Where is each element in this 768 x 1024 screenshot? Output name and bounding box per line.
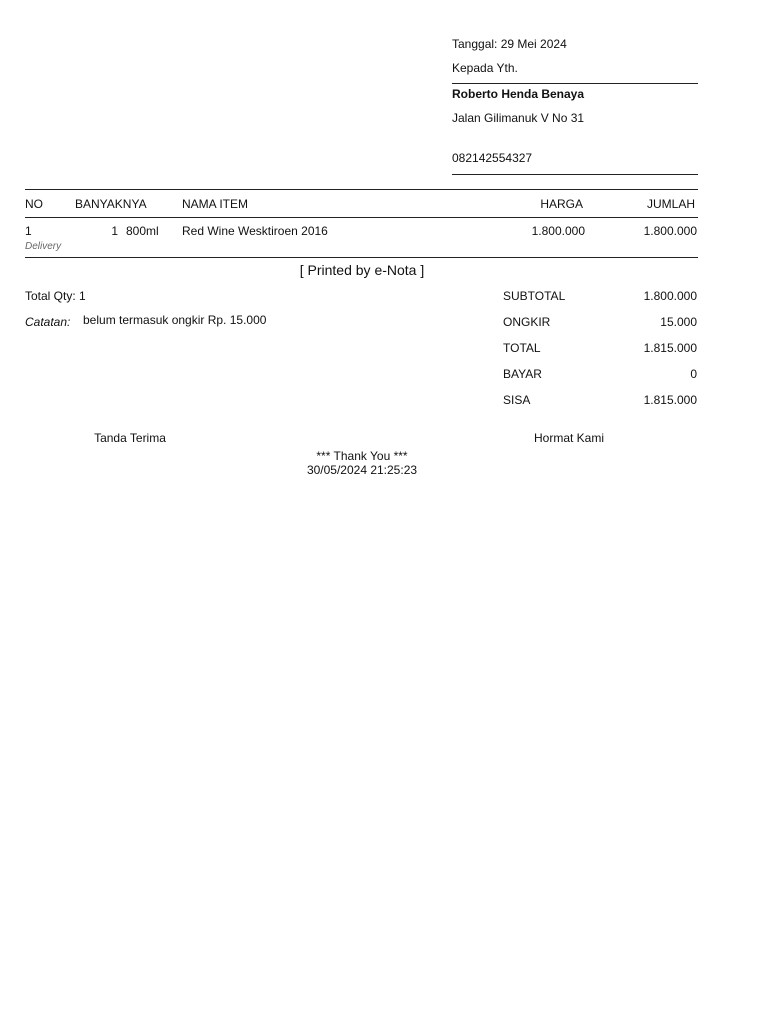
header-qty: BANYAKNYA <box>75 197 147 211</box>
printed-by-label: [ Printed by e-Nota ] <box>299 262 425 278</box>
signature-sender: Hormat Kami <box>533 431 604 445</box>
customer-name: Roberto Henda Benaya <box>452 87 585 101</box>
summary-value: 1.815.000 <box>643 341 697 355</box>
notes-label: Catatan: <box>25 315 71 329</box>
summary-label: BAYAR <box>503 367 542 381</box>
table-top-border <box>25 189 698 190</box>
header-item: NAMA ITEM <box>182 197 249 211</box>
header-no: NO <box>25 197 43 211</box>
notes-text: belum termasuk ongkir Rp. 15.000 <box>83 313 267 327</box>
row-unit: 800ml <box>126 224 159 238</box>
summary-label: SISA <box>503 393 531 407</box>
summary-label: TOTAL <box>503 341 541 355</box>
signature-receiver: Tanda Terima <box>94 431 166 445</box>
total-qty: Total Qty: 1 <box>25 289 86 303</box>
customer-address: Jalan Gilimanuk V No 31 <box>452 111 585 125</box>
summary-label: SUBTOTAL <box>503 289 566 303</box>
table-bottom-border <box>25 257 698 258</box>
invoice-date: Tanggal: 29 Mei 2024 <box>452 37 567 51</box>
summary-value: 1.815.000 <box>643 393 697 407</box>
thank-you-message: *** Thank You *** <box>316 449 408 463</box>
row-price: 1.800.000 <box>531 224 585 238</box>
print-timestamp: 30/05/2024 21:25:23 <box>306 463 418 477</box>
row-amount: 1.800.000 <box>643 224 697 238</box>
recipient-divider-bottom <box>452 174 698 175</box>
summary-label: ONGKIR <box>503 315 551 329</box>
recipient-label: Kepada Yth. <box>452 61 518 75</box>
summary-value: 15.000 <box>660 315 697 329</box>
recipient-divider-top <box>452 83 698 84</box>
row-no: 1 <box>25 224 32 238</box>
summary-value: 0 <box>690 367 697 381</box>
summary-value: 1.800.000 <box>643 289 697 303</box>
row-item-name: Red Wine Wesktiroen 2016 <box>182 224 328 238</box>
row-note: Delivery <box>25 241 62 252</box>
header-amount: JUMLAH <box>646 197 695 211</box>
table-header-border <box>25 217 698 218</box>
row-qty: 1 <box>111 224 118 238</box>
customer-phone: 082142554327 <box>452 151 533 165</box>
header-price: HARGA <box>540 197 583 211</box>
